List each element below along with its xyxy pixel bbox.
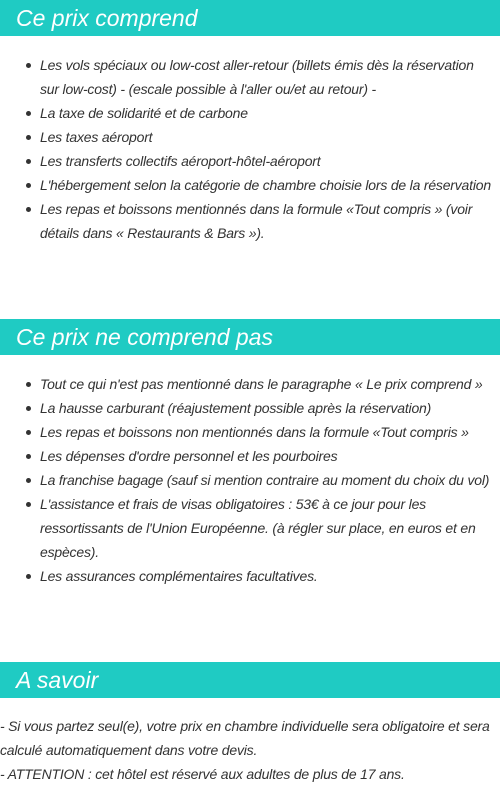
note-line: - ATTENTION : cet hôtel est réservé aux adultes de plus de 17 ans. [0,766,405,782]
list-item: Les vols spéciaux ou low-cost aller-retour (billets émis dès la réservation sur low-cost) - (escale possible à l'aller ou/et au retour) - [0,53,500,101]
list-item: Les repas et boissons mentionnés dans la formule «Tout compris » (voir détails dans « Restaurants & Bars »). [0,197,500,245]
section-header-included [0,0,500,36]
list-item: Les dépenses d'ordre personnel et les pourboires [0,444,500,468]
list-item: Les repas et boissons non mentionnés dans la formule «Tout compris » [0,420,500,444]
not-included-list [0,372,500,588]
section-title-not-included: Ce prix ne comprend pas [16,324,273,350]
list-item: Les taxes aéroport [0,125,500,149]
list-item: La franchise bagage (sauf si mention contraire au moment du choix du vol) [0,468,500,492]
list-item: L'hébergement selon la catégorie de chambre choisie lors de la réservation [0,173,500,197]
list-item: Tout ce qui n'est pas mentionné dans le paragraphe « Le prix comprend » [0,372,500,396]
list-item: La hausse carburant (réajustement possible après la réservation) [0,396,500,420]
section-header-not-included [0,319,500,355]
list-item: Les assurances complémentaires facultatives. [0,564,500,588]
section-header-info [0,662,500,698]
list-item: L'assistance et frais de visas obligatoires : 53€ à ce jour pour les ressortissants de l'Union Européenne. (à régler sur place, en euros et en espèces). [0,492,500,564]
info-notes [0,714,500,786]
note-line: - Si vous partez seul(e), votre prix en chambre individuelle sera obligatoire et sera calculé automatiquement dans votre devis. [0,718,490,758]
section-title-info: A savoir [16,667,99,693]
section-title-included: Ce prix comprend [16,5,198,31]
list-item: La taxe de solidarité et de carbone [0,101,500,125]
included-list [0,53,500,245]
list-item: Les transferts collectifs aéroport-hôtel-aéroport [0,149,500,173]
